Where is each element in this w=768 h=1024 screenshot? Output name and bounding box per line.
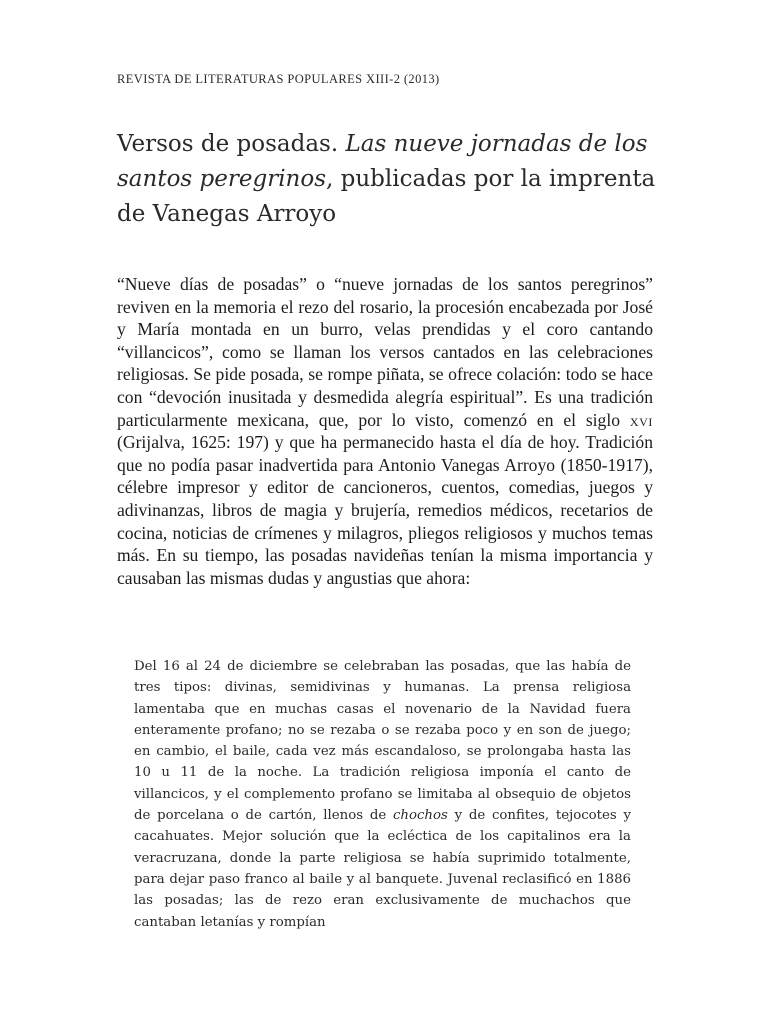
title-part-roman: Versos de posadas.: [117, 131, 346, 157]
body-text-end: (Grijalva, 1625: 197) y que ha permanecido hasta el día de hoy. Tradición que no podía pasar inadvertida para Antonio Vanegas Arroyo (1850-1917), célebre impresor y editor de cancioneros, cuentos, comedias, juegos y adivinanzas, libros de magia y brujería, remedios médicos, recetarios de cocina, noticias de crímenes y milagros, pliegos religiosos y muchos temas más. En su tiempo, las posadas navideñas tenían la misma importancia y causaban las mismas dudas y angustias que ahora:: [117, 432, 653, 588]
quote-text-start: Del 16 al 24 de diciembre se celebraban las posadas, que las había de tres tipos: divinas, semidivinas y humanas. La prensa religiosa lamentaba que en muchas casas el novenario de la Navidad fuera enteramente profano; no se rezaba o se rezaba poco y en son de juego; en cambio, el baile, cada vez más escandaloso, se prolongaba hasta las 10 u 11 de la noche. La tradición religiosa imponía el canto de villancicos, y el complemento profano se limitaba al obsequio de objetos de porcelana o de cartón, llenos de: [134, 659, 631, 824]
article-title: [117, 127, 677, 232]
body-text-start: “Nueve días de posadas” o “nueve jornadas de los santos peregrinos” reviven en la memoria el rezo del rosario, la procesión encabezada por José y María montada en un burro, velas prendidas y el coro cantando “villancicos”, como se llaman los versos cantados en las celebraciones religiosas. Se pide posada, se rompe piñata, se ofrece colación: todo se hace con “devoción inusitada y desmedida alegría espiritual”. Es una tradición particularmente mexicana, que, por lo visto, comenzó en el siglo: [117, 274, 653, 430]
title-part-roman-end: , publicadas por la imprenta de Vanegas Arroyo: [117, 166, 656, 227]
title-part-italic: Las nueve jornadas de los santos peregrinos: [117, 131, 648, 192]
body-paragraph: [117, 273, 653, 589]
century-small-caps: xvi: [629, 409, 653, 430]
quote-italic-word: chochos: [392, 808, 448, 824]
running-header: REVISTA DE LITERATURAS POPULARES XIII-2 (2013): [117, 72, 440, 86]
block-quote: [134, 656, 631, 933]
quote-text-end: y de confites, tejocotes y cacahuates. Mejor solución que la ecléctica de los capitalinos era la veracruzana, donde la parte religiosa se había suprimido totalmente, para dejar paso franco al baile y al banquete. Juvenal reclasificó en 1886 las posadas; las de rezo eran exclusivamente de muchachos que cantaban letanías y rompían: [134, 808, 631, 930]
